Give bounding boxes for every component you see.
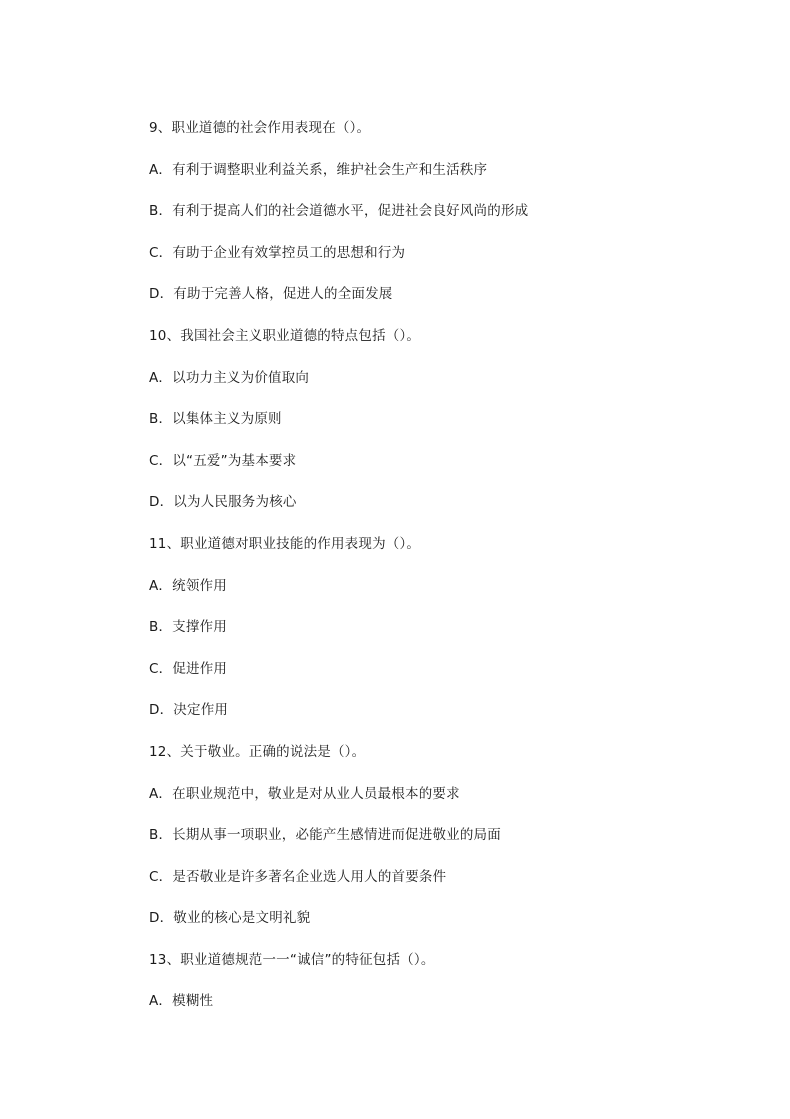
question-11-option-d: D．决定作用 (149, 702, 229, 719)
question-11-stem: 11、职业道德对职业技能的作用表现为（）。 (149, 535, 421, 552)
question-13-stem: 13、职业道德规范一一“诚信”的特征包括（）。 (149, 951, 435, 968)
question-12-option-c: C．是否敬业是许多著名企业选人用人的首要条件 (149, 868, 447, 885)
question-12-option-a: A．在职业规范中，敬业是对从业人员最根本的要求 (149, 785, 460, 802)
question-11-option-a: A．统领作用 (149, 577, 227, 594)
question-12-stem: 12、关于敬业。正确的说法是（）。 (149, 743, 366, 760)
question-12-option-d: D．敬业的核心是文明礼貌 (149, 910, 311, 927)
question-10-option-c: C．以“五爱”为基本要求 (149, 452, 297, 469)
question-10-stem: 10、我国社会主义职业道德的特点包括（）。 (149, 327, 421, 344)
question-11-option-c: C．促进作用 (149, 660, 228, 677)
question-list (149, 118, 749, 1033)
question-9-option-c: C．有助于企业有效掌控员工的思想和行为 (149, 244, 406, 261)
question-11-option-b: B．支撑作用 (149, 619, 227, 636)
question-12-option-b: B．长期从事一项职业，必能产生感情进而促进敬业的局面 (149, 827, 501, 844)
question-9-option-a: A．有利于调整职业利益关系，维护社会生产和生活秩序 (149, 161, 488, 178)
question-10-option-a: A．以功力主义为价值取向 (149, 369, 310, 386)
question-9-stem: 9、职业道德的社会作用表现在（）。 (149, 120, 371, 136)
question-9-option-b: B．有利于提高人们的社会道德水平，促进社会良好风尚的形成 (149, 203, 529, 220)
question-10-option-d: D．以为人民服务为核心 (149, 494, 297, 511)
question-9-option-d: D．有助于完善人格，促进人的全面发展 (149, 286, 393, 303)
question-13-option-a: A．模糊性 (149, 993, 214, 1010)
question-10-option-b: B．以集体主义为原则 (149, 411, 282, 428)
